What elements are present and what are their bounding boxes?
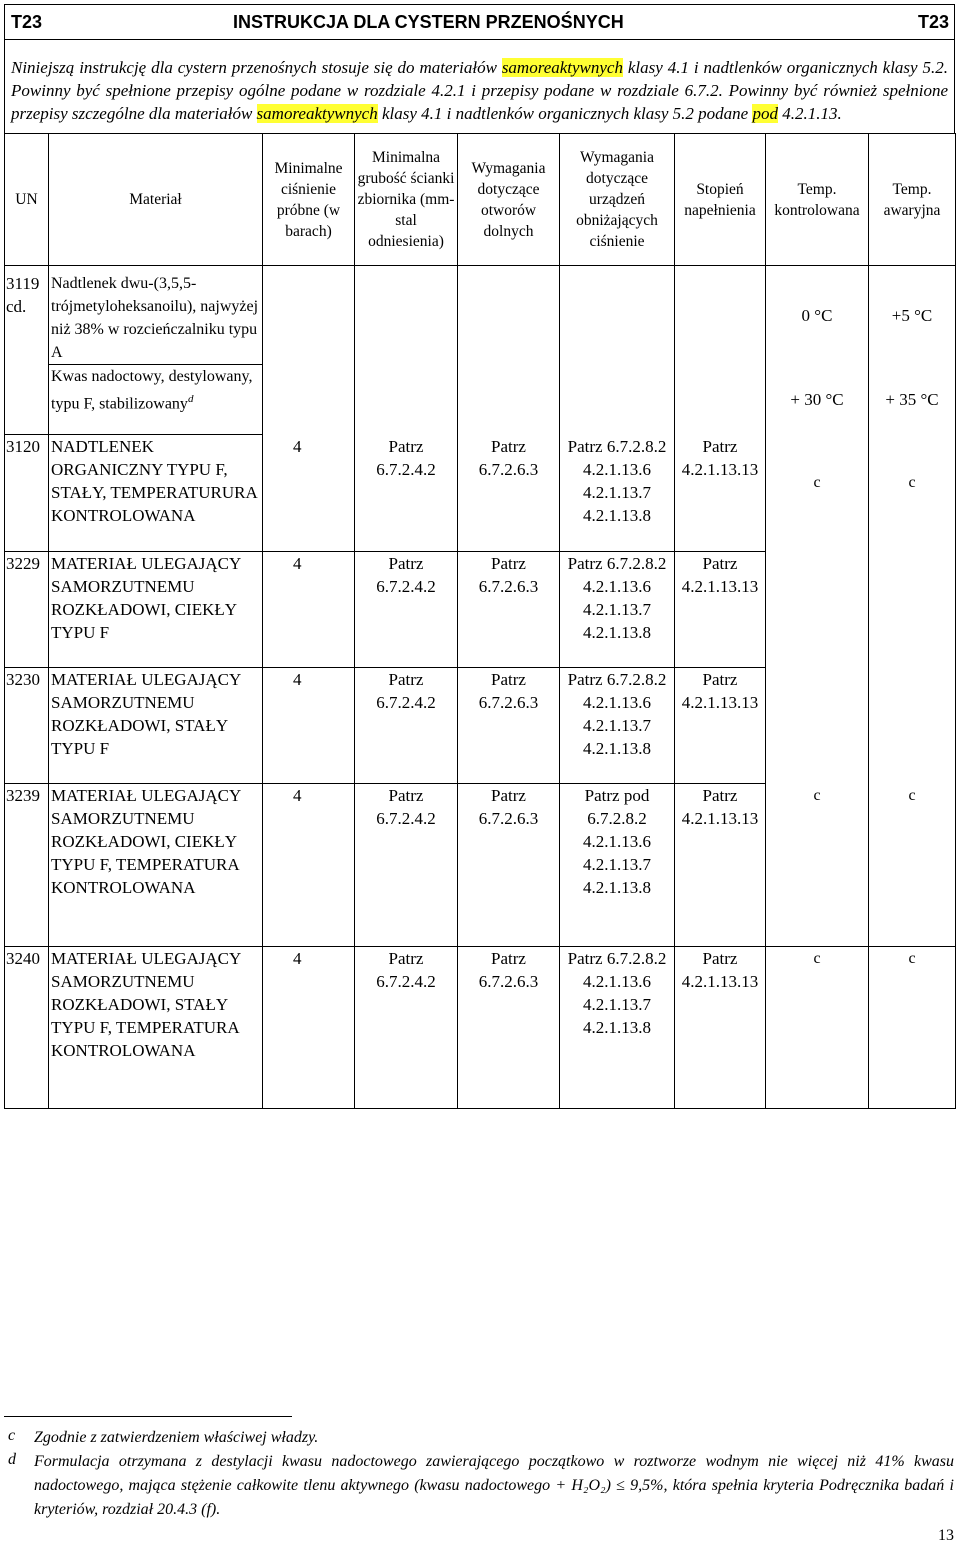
material-cell: MATERIAŁ ULEGAJĄCY SAMORZUTNEMU ROZKŁADOWI, STAŁY TYPU F, TEMPERATURA KONTROLOWANA — [49, 947, 263, 1109]
emergency-temp-cell: +5 °C — [869, 266, 956, 365]
th-filling-degree: Stopień napełnienia — [675, 134, 766, 266]
pressure-cell: 4 — [263, 784, 355, 947]
thickness-cell: Patrz 6.7.2.4.2 — [355, 668, 458, 784]
table-row — [5, 435, 956, 552]
thickness-cell — [355, 266, 458, 365]
thickness-cell — [355, 365, 458, 435]
intro-highlight-1: samoreaktywnych — [501, 58, 623, 77]
relief-cell — [560, 365, 675, 435]
bottom-cell: Patrz 6.7.2.6.3 — [458, 784, 560, 947]
footnote-mark: c — [8, 1427, 16, 1444]
material-cell — [49, 365, 263, 435]
intro-highlight-2: samoreaktywnych — [256, 104, 378, 123]
footnote-mark: d — [8, 1451, 16, 1468]
page — [4, 4, 955, 1109]
material-cell: Nadtlenek dwu-(3,5,5-trójmetyloheksanoilu), najwyżej niż 38% w rozcieńczalniku typu A — [49, 266, 263, 365]
fill-cell: Patrz 4.2.1.13.13 — [675, 435, 766, 552]
th-shell-thickness: Minimalna grubość ścianki zbiornika (mm-stal odniesienia) — [355, 134, 458, 266]
fill-cell: Patrz 4.2.1.13.13 — [675, 784, 766, 947]
footnote-text: Zgodnie z zatwierdzeniem właściwej władzy. — [34, 1429, 319, 1446]
un-cell: 3239 — [5, 784, 49, 947]
table-header-row — [5, 134, 956, 266]
page-number: 13 — [938, 1527, 954, 1544]
footnote-ref-d: d — [187, 393, 194, 405]
relief-cell: Patrz 6.7.2.8.2 4.2.1.13.6 4.2.1.13.7 4.2.1.13.8 — [560, 668, 675, 784]
table-row — [5, 266, 956, 365]
pressure-cell: 4 — [263, 947, 355, 1109]
control-temp-cell: c — [766, 947, 869, 1109]
material-cell: NADTLENEK ORGANICZNY TYPU F, STAŁY, TEMPERATURURA KONTROLOWANA — [49, 435, 263, 552]
pressure-cell: 4 — [263, 435, 355, 552]
control-temp-cell: c — [766, 784, 869, 947]
control-temp-cell: c — [766, 435, 869, 668]
header-code-right: T23 — [917, 12, 949, 32]
intro-paragraph — [4, 39, 955, 133]
relief-cell: Patrz 6.7.2.8.2 4.2.1.13.6 4.2.1.13.7 4.2.1.13.8 — [560, 552, 675, 668]
material-cell: MATERIAŁ ULEGAJĄCY SAMORZUTNEMU ROZKŁADOWI, CIEKŁY TYPU F, TEMPERATURA KONTROLOWANA — [49, 784, 263, 947]
footnote-text: Formulacja otrzymana z destylacji kwasu nadoctowego zawierającego początkowo w roztworze wodnym nie więcej niż 41% kwasu nadoctowego, mająca stężenie całkowite tlenu aktywnego (kwasu nadoctowego + H₂O₂) ≤ 9,5%, która spełnia kryteria Podręcznika badań i kryteriów, rozdział 20.4.3 (f). — [34, 1453, 954, 1518]
bottom-cell: Patrz 6.7.2.6.3 — [458, 552, 560, 668]
table-row — [5, 365, 956, 435]
table-row — [5, 784, 956, 947]
control-temp-cell — [766, 668, 869, 784]
fill-cell: Patrz 4.2.1.13.13 — [675, 552, 766, 668]
table-row — [5, 668, 956, 784]
emergency-temp-cell: c — [869, 435, 956, 668]
relief-cell: Patrz 6.7.2.8.2 4.2.1.13.6 4.2.1.13.7 4.2.1.13.8 — [560, 947, 675, 1109]
relief-cell: Patrz 6.7.2.8.2 4.2.1.13.6 4.2.1.13.7 4.2.1.13.8 — [560, 435, 675, 552]
table-row — [5, 947, 956, 1109]
th-bottom-openings: Wymagania dotyczące otworów dolnych — [458, 134, 560, 266]
page-header — [4, 4, 955, 39]
th-control-temp: Temp. kontrolowana — [766, 134, 869, 266]
material-cell: MATERIAŁ ULEGAJĄCY SAMORZUTNEMU ROZKŁADOWI, STAŁY TYPU F — [49, 668, 263, 784]
th-pressure-relief: Wymagania dotyczące urządzeń obniżających ciśnienie — [560, 134, 675, 266]
fill-cell: Patrz 4.2.1.13.13 — [675, 947, 766, 1109]
fill-cell: Patrz 4.2.1.13.13 — [675, 668, 766, 784]
footnote-rule — [4, 1416, 292, 1417]
un-cell: 3230 — [5, 668, 49, 784]
pressure-cell: 4 — [263, 552, 355, 668]
un-cell: 3229 — [5, 552, 49, 668]
emergency-temp-cell: c — [869, 947, 956, 1109]
un-cell: 3120 — [5, 435, 49, 552]
relief-cell: Patrz pod 6.7.2.8.2 4.2.1.13.6 4.2.1.13.7 4.2.1.13.8 — [560, 784, 675, 947]
un-cell: 3240 — [5, 947, 49, 1109]
bottom-cell: Patrz 6.7.2.6.3 — [458, 435, 560, 552]
th-un: UN — [5, 134, 49, 266]
un-cell: 3119 cd. — [5, 266, 49, 435]
emergency-temp-cell: + 35 °C — [869, 365, 956, 435]
th-material: Materiał — [49, 134, 263, 266]
intro-text-2: klasy 4.1 i nadtlenków organicznych klasy 5.2. Powinny być spełnione przepisy ogólne podane w rozdziale 4.2.1 i przepisy podane w rozdziale 6.7.2. Powinny być również spełnione przepisy szczególne dla materiałów — [11, 58, 948, 123]
tank-instruction-table — [4, 133, 956, 1109]
pressure-cell: 4 — [263, 668, 355, 784]
fill-cell — [675, 266, 766, 365]
intro-text-4: 4.2.1.13. — [777, 104, 842, 123]
pressure-cell — [263, 365, 355, 435]
bottom-cell: Patrz 6.7.2.6.3 — [458, 947, 560, 1109]
material-cell: MATERIAŁ ULEGAJĄCY SAMORZUTNEMU ROZKŁADOWI, CIEKŁY TYPU F — [49, 552, 263, 668]
relief-cell — [560, 266, 675, 365]
intro-text-3: klasy 4.1 i nadtlenków organicznych klasy 5.2 podane — [377, 104, 753, 123]
intro-text-1: Niniejszą instrukcję dla cystern przenośnych stosuje się do materiałów — [11, 58, 502, 77]
thickness-cell: Patrz 6.7.2.4.2 — [355, 947, 458, 1109]
bottom-cell — [458, 266, 560, 365]
emergency-temp-cell — [869, 668, 956, 784]
intro-highlight-3: pod — [752, 104, 778, 123]
fill-cell — [675, 365, 766, 435]
th-emergency-temp: Temp. awaryjna — [869, 134, 956, 266]
thickness-cell: Patrz 6.7.2.4.2 — [355, 435, 458, 552]
control-temp-cell: 0 °C — [766, 266, 869, 365]
header-code-left: T23 — [11, 12, 43, 32]
emergency-temp-cell: c — [869, 784, 956, 947]
pressure-cell — [263, 266, 355, 365]
thickness-cell: Patrz 6.7.2.4.2 — [355, 552, 458, 668]
bottom-cell: Patrz 6.7.2.6.3 — [458, 668, 560, 784]
bottom-cell — [458, 365, 560, 435]
material-text: Kwas nadoctowy, destylowany, typu F, stabilizowany — [51, 368, 253, 413]
header-title: INSTRUKCJA DLA CYSTERN PRZENOŚNYCH — [233, 12, 624, 32]
th-test-pressure: Minimalne ciśnienie próbne (w barach) — [263, 134, 355, 266]
control-temp-cell: + 30 °C — [766, 365, 869, 435]
thickness-cell: Patrz 6.7.2.4.2 — [355, 784, 458, 947]
